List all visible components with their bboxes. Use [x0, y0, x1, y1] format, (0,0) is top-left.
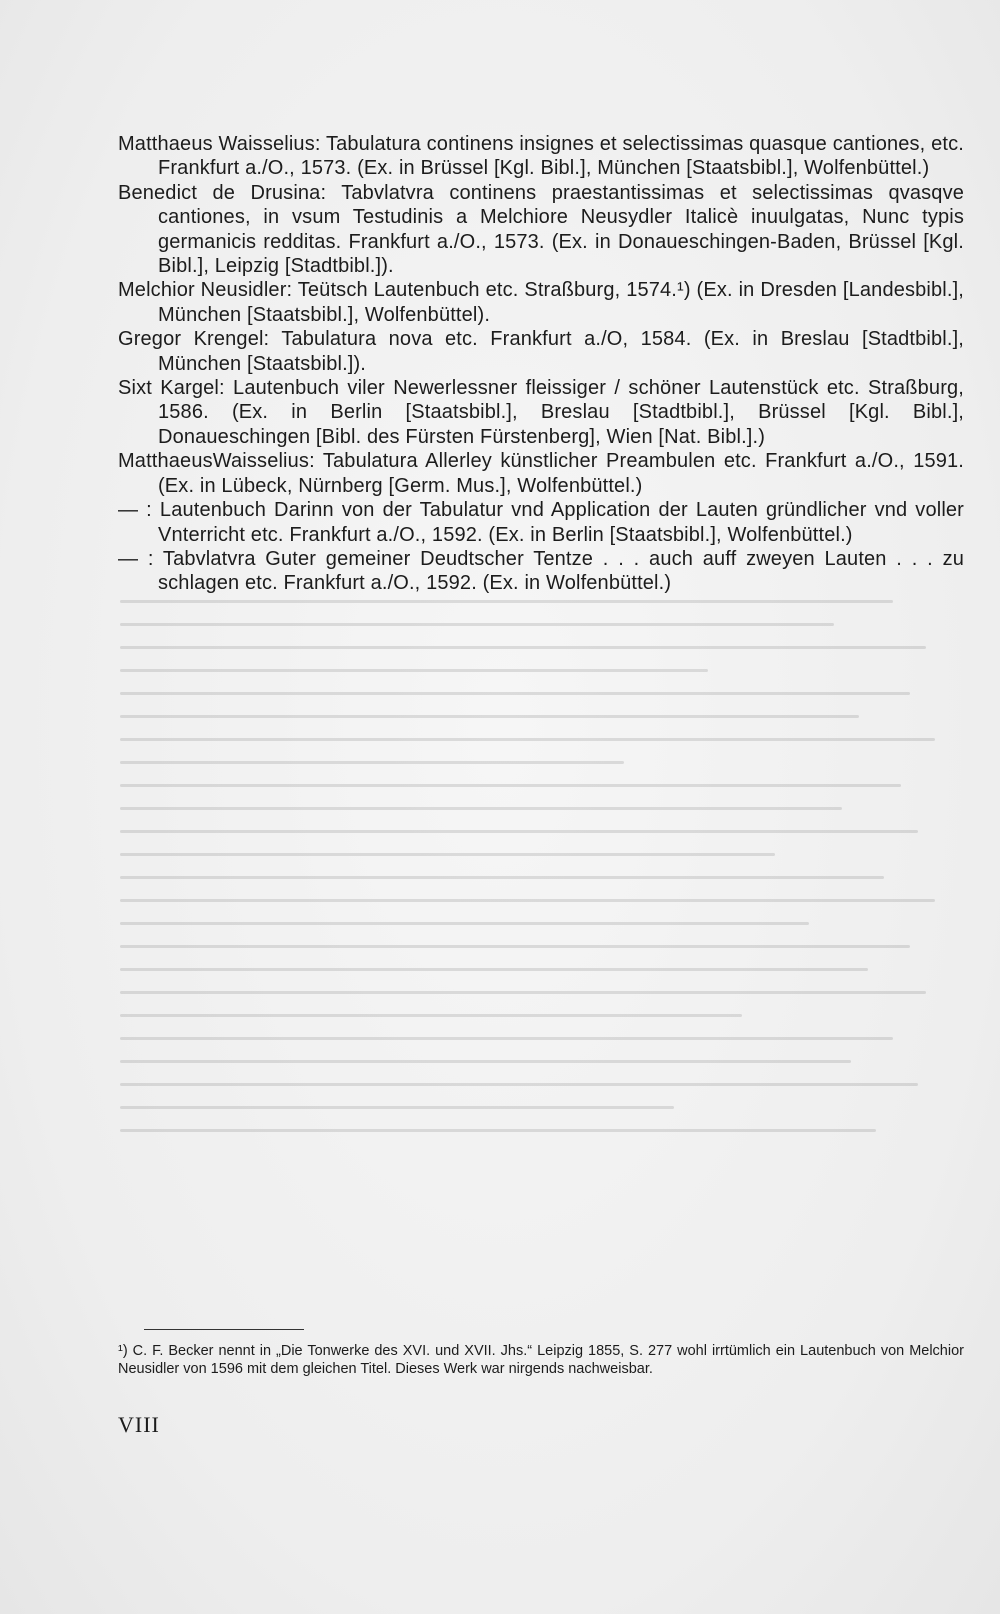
bibliography-entry: Benedict de Drusina: Tabvlatvra continens praestantissimas et selectissimas qvasqve cantiones, in vsum Testudinis a Melchiore Neusydler Italicè inuulgatas, Nunc typis germanicis redditas. Frankfurt a./O., 1573. (Ex. in Donaueschingen-Baden, Brüssel [Kgl. Bibl.], Leipzig [Stadtbibl.]). [118, 181, 964, 278]
bibliography-list [118, 132, 964, 596]
bibliography-entry: — : Lautenbuch Darinn von der Tabulatur vnd Application der Lauten gründlicher vnd voller Vnterricht etc. Frankfurt a./O., 1592. (Ex. in Berlin [Staatsbibl.], Wolfenbüttel.) [118, 499, 964, 546]
show-through-text [120, 600, 960, 1220]
page-number: VIII [118, 1412, 160, 1437]
bibliography-entry: MatthaeusWaisselius: Tabulatura Allerley künstlicher Preambulen etc. Frankfurt a./O., 1591. (Ex. in Lübeck, Nürnberg [Germ. Mus.], Wolfenbüttel.) [118, 450, 964, 497]
footnote-text: ¹) C. F. Becker nennt in „Die Tonwerke des XVI. und XVII. Jhs.“ Leipzig 1855, S. 277 wohl irrtümlich ein Lautenbuch von Melchior Neusidler von 1596 mit dem gleichen Titel. Dieses Werk war nirgends nachweisbar. [118, 1343, 964, 1377]
bibliography-entry: Gregor Krengel: Tabulatura nova etc. Frankfurt a./O, 1584. (Ex. in Breslau [Stadtbibl.], München [Staatsbibl.]). [118, 328, 964, 375]
bibliography-entry: Sixt Kargel: Lautenbuch viler Newerlessner fleissiger / schöner Lautenstück etc. Straßburg, 1586. (Ex. in Berlin [Staatsbibl.], Breslau [Stadtbibl.], Brüssel [Kgl. Bibl.], Donaueschingen [Bibl. des Fürsten Fürstenberg], Wien [Nat. Bibl.].) [118, 377, 964, 448]
bibliography-entry: Melchior Neusidler: Teütsch Lautenbuch etc. Straßburg, 1574.¹) (Ex. in Dresden [Landesbibl.], München [Staatsbibl.], Wolfenbüttel). [118, 279, 964, 326]
bibliography-entry: — : Tabvlatvra Guter gemeiner Deudtscher Tentze . . . auch auff zweyen Lauten . . . zu schlagen etc. Frankfurt a./O., 1592. (Ex. in Wolfenbüttel.) [118, 547, 964, 595]
footnote-section [118, 1329, 964, 1378]
bibliography-entry: Matthaeus Waisselius: Tabulatura continens insignes et selectissimas quasque cantiones, etc. Frankfurt a./O., 1573. (Ex. in Brüssel [Kgl. Bibl.], München [Staatsbibl.], Wolfenbüttel.) [118, 133, 964, 180]
footnote-rule [144, 1329, 304, 1330]
